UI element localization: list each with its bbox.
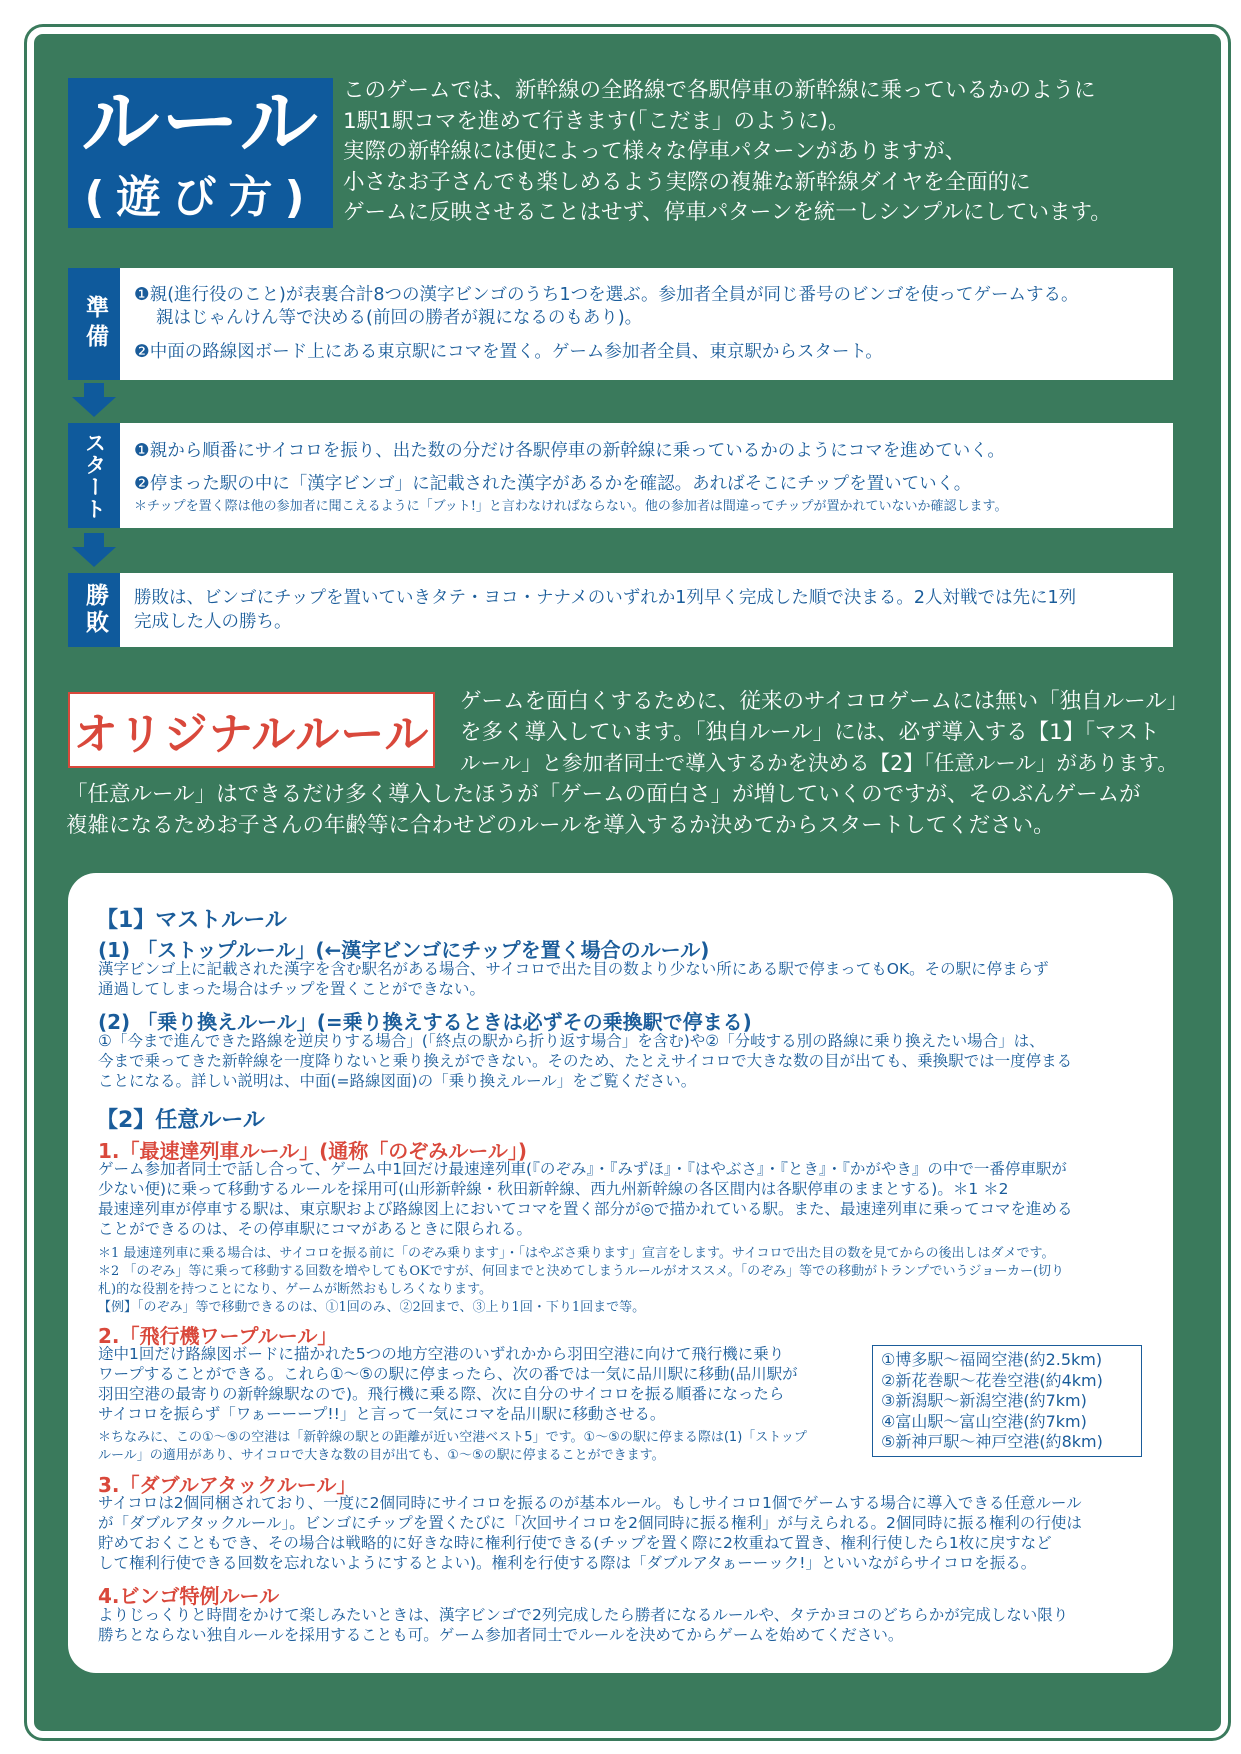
double-attack-rule-text: して権利行使できる回数を忘れないようにするとよい)。権利を行使する際は「ダブルアタぁーーック!」といいながらサイコロを振る。 bbox=[98, 1554, 1037, 1572]
fastest-train-note: ＊1 最速達列車に乗る場合は、サイコロを振る前に「のぞみ乗ります」・「はやぶさ乗ります」宣言をします。サイコロで出た目の数を見てからの後出しはダメです。 bbox=[98, 1246, 1055, 1261]
transfer-rule-text: 今まで乗ってきた新幹線を一度降りないと乗り換えができない。そのため、たとえサイコロで大きな数の目が出ても、乗換駅では一度停まる bbox=[98, 1052, 1073, 1070]
stop-rule-text: 漢字ビンゴ上に記載された漢字を含む駅名がある場合、サイコロで出た目の数より少ない所にある駅で停まってもOK。その駅に停まらず bbox=[98, 960, 1049, 978]
win-line-1: 勝敗は、ビンゴにチップを置いていきタテ・ヨコ・ナナメのいずれか1列早く完成した順で決まる。2人対戦では先に1列 bbox=[134, 588, 1077, 608]
original-line: ルール」と参加者同士で導入するかを決める【2】「任意ルール」があります。 bbox=[460, 751, 1178, 775]
fastest-train-rule-text: 少ない便)に乗って移動するルールを採用可(山形新幹線・秋田新幹線、西九州新幹線の各区間内は各駅停車のままとする)。＊1 ＊2 bbox=[98, 1180, 1009, 1198]
airplane-warp-note: ＊ちなみに、この①～⑤の空港は「新幹線の駅との距離が近い空港ベスト5」です。①～⑤の駅に停まる際は(1)「ストップ bbox=[98, 1430, 807, 1445]
prep-line-2: 親はじゃんけん等で決める(前回の勝者が親になるのもあり)。 bbox=[156, 308, 643, 328]
prep-line-3: ❷中面の路線図ボード上にある東京駅にコマを置く。ゲーム参加者全員、東京駅からスタート。 bbox=[134, 342, 883, 362]
intro-line: ゲームに反映させることはせず、停車パターンを統一しシンプルにしています。 bbox=[343, 200, 1112, 225]
prep-line-1: ❶親(進行役のこと)が表裏合計8つの漢字ビンゴのうち1つを選ぶ。参加者全員が同じ番号のビンゴを使ってゲームする。 bbox=[134, 285, 1079, 305]
original-line: 複雑になるためお子さんの年齢等に合わせどのルールを導入するか決めてからスタートしてください。 bbox=[66, 813, 1055, 838]
optional-rule-heading: 【2】任意ルール bbox=[96, 1108, 265, 1133]
step-box-prep bbox=[120, 268, 1173, 380]
airplane-warp-rule-text: ワープすることができる。これら①～⑤の駅に停まったら、次の番では一気に品川駅に移動(品川駅が bbox=[98, 1365, 798, 1383]
airplane-warp-rule-text: サイコロを振らず「ワぁーーープ!!」と言って一気にコマを品川駅に移動させる。 bbox=[98, 1405, 666, 1423]
bingo-exception-rule-heading: 4.ビンゴ特例ルール bbox=[98, 1584, 280, 1608]
airport-item: ③新潟駅～新潟空港(約7km) bbox=[881, 1391, 1087, 1410]
fastest-train-rule-heading: 1.「最速達列車ルール」(通称「のぞみルール」) bbox=[98, 1139, 527, 1163]
must-rule-heading: 【1】マストルール bbox=[96, 908, 287, 933]
original-rules-title-box bbox=[68, 692, 435, 768]
intro-line: このゲームでは、新幹線の全路線で各駅停車の新幹線に乗っているかのように bbox=[343, 78, 1096, 103]
airport-item: ②新花巻駅～花巻空港(約4km) bbox=[881, 1370, 1103, 1390]
transfer-rule-text: ①「今まで進んできた路線を逆戻りする場合」(「終点の駅から折り返す場合」を含む)や②「分岐する別の路線に乗り換えたい場合」は、 bbox=[98, 1032, 1045, 1050]
original-line: を多く導入しています。「独自ルール」には、必ず導入する【1】「マスト bbox=[460, 720, 1160, 745]
double-attack-rule-heading: 3.「ダブルアタックルール」 bbox=[98, 1473, 357, 1497]
airplane-warp-rule-heading: 2.「飛行機ワープルール」 bbox=[98, 1324, 338, 1348]
down-arrow-icon bbox=[72, 533, 116, 567]
intro-line: 実際の新幹線には便によって様々な停車パターンがありますが、 bbox=[343, 139, 967, 164]
win-line-2: 完成した人の勝ち。 bbox=[134, 612, 292, 632]
airplane-warp-rule-text: 途中1回だけ路線図ボードに描かれた5つの地方空港のいずれかから羽田空港に向けて飛行機に乗り bbox=[98, 1345, 785, 1363]
step-label-win: 勝敗 bbox=[68, 573, 120, 647]
transfer-rule-heading: (2) 「乗り換えルール」(=乗り換えするときは必ずその乗換駅で停まる) bbox=[98, 1010, 752, 1034]
fastest-train-rule-text: 最速達列車が停車する駅は、東京駅および路線図上においてコマを置く部分が◎で描かれている駅。また、最速達列車に乗ってコマを進める bbox=[98, 1200, 1073, 1218]
transfer-rule-text: ことになる。詳しい説明は、中面(=路線図面)の「乗り換えルール」をご覧ください。 bbox=[98, 1072, 697, 1090]
airplane-warp-rule-text: 羽田空港の最寄りの新幹線駅なので)。飛行機に乗る際、次に自分のサイコロを振る順番になったら bbox=[98, 1385, 785, 1403]
rules-title-box bbox=[68, 78, 333, 228]
fastest-train-example: 【例】「のぞみ」等で移動できるのは、①1回のみ、②2回まで、③上り1回・下り1回まで等。 bbox=[98, 1300, 646, 1315]
airport-item: ⑤新神戸駅～神戸空港(約8km) bbox=[881, 1432, 1103, 1451]
step-box-start bbox=[120, 423, 1173, 528]
double-attack-rule-text: 貯めておくこともでき、その場合は戦略的に好きな時に権利行使できる(チップを置く際に2枚重ねて置き、権利行使したら1枚に戻すなど bbox=[98, 1534, 1052, 1552]
fastest-train-note: ＊2 「のぞみ」等に乗って移動する回数を増やしてもOKですが、何回までと決めてしまうルールがオススメ。「のぞみ」等での移動がトランプでいうジョーカー(切り bbox=[98, 1264, 1065, 1279]
rules-subtitle: (遊び方) bbox=[84, 172, 317, 223]
start-note: ＊チップを置く際は他の参加者に聞こえるように「ブット!」と言わなければならない。他の参加者は間違ってチップが置かれていないか確認します。 bbox=[134, 499, 1008, 514]
stop-rule-text: 通過してしまった場合はチップを置くことができない。 bbox=[98, 980, 486, 998]
double-attack-rule-text: サイコロは2個同梱されており、一度に2個同時にサイコロを振るのが基本ルール。もしサイコロ1個でゲームする場合に導入できる任意ルール bbox=[98, 1494, 1082, 1512]
airport-item: ①博多駅～福岡空港(約2.5km) bbox=[881, 1350, 1103, 1369]
fastest-train-note: 札)的な役割を持つことになり、ゲームが断然おもしろくなります。 bbox=[98, 1282, 493, 1297]
intro-line: 小さなお子さんでも楽しめるよう実際の複雑な新幹線ダイヤを全面的に bbox=[343, 169, 1031, 195]
original-line: 「任意ルール」はできるだけ多く導入したほうが「ゲームの面白さ」が増していくのですが、そのぶんゲームが bbox=[66, 782, 1141, 807]
original-line: ゲームを面白くするために、従来のサイコロゲームには無い「独自ルール」 bbox=[460, 689, 1189, 714]
fastest-train-rule-text: ことができるのは、その停車駅にコマがあるときに限られる。 bbox=[98, 1220, 533, 1238]
airport-list-box bbox=[872, 1345, 1142, 1457]
intro-text bbox=[343, 76, 1183, 229]
start-line-1: ❶親から順番にサイコロを振り、出た数の分だけ各駅停車の新幹線に乗っているかのようにコマを進めていく。 bbox=[134, 441, 1005, 461]
start-line-2: ❷停まった駅の中に「漢字ビンゴ」に記載された漢字があるかを確認。あればそこにチップを置いていく。 bbox=[134, 474, 972, 494]
step-box-win bbox=[120, 573, 1173, 647]
intro-line: 1駅1駅コマを進めて行きます(「こだま」のように)。 bbox=[343, 108, 850, 134]
bingo-exception-rule-text: 勝ちとならない独自ルールを採用することも可。ゲーム参加者同士でルールを決めてからゲームを始めてください。 bbox=[98, 1626, 904, 1644]
rules-title: ルール bbox=[81, 78, 320, 168]
airplane-warp-note: ルール」の適用があり、サイコロで大きな数の目が出ても、①～⑤の駅に停まることができます。 bbox=[98, 1448, 665, 1463]
bingo-exception-rule-text: よりじっくりと時間をかけて楽しみたいときは、漢字ビンゴで2列完成したら勝者になるルールや、タテかヨコのどちらかが完成しない限り bbox=[98, 1606, 1069, 1624]
airport-item: ④富山駅～富山空港(約7km) bbox=[881, 1411, 1087, 1431]
step-label-start: スタート bbox=[68, 423, 120, 528]
double-attack-rule-text: が「ダブルアタックルール」。ビンゴにチップを置くたびに「次回サイコロを2個同時に振る権利」が与えられる。2個同時に振る権利の行使は bbox=[98, 1514, 1082, 1532]
down-arrow-icon bbox=[72, 383, 116, 417]
step-label-prep: 準備 bbox=[68, 268, 120, 380]
stop-rule-heading: (1) 「ストップルール」(←漢字ビンゴにチップを置く場合のルール) bbox=[98, 938, 710, 962]
original-rules-title: オリジナルルール bbox=[73, 709, 430, 760]
fastest-train-rule-text: ゲーム参加者同士で話し合って、ゲーム中1回だけ最速達列車(『のぞみ』・『みずほ』・『はやぶさ』・『とき』・『かがやき』の中で一番停車駅が bbox=[98, 1160, 1067, 1178]
